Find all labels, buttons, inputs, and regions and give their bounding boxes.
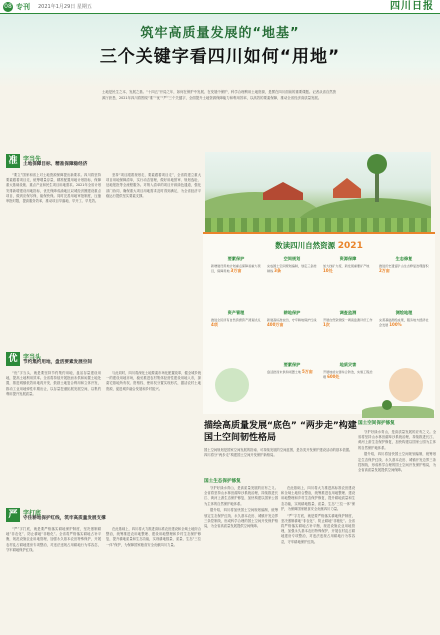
- stat-body: [211, 318, 261, 328]
- hill-shape: [362, 406, 434, 418]
- article-column: [106, 371, 201, 503]
- stat-value: 2万亩: [379, 267, 390, 273]
- lead-paragraph: 土地是民生之本、发展之基。“十四五”开局之年，如何在保护中发展、在发展中保护，科学合理利用土地资源，是摆在四川面前的重要课题。记者从省自然资源厅获悉，2021年四川将围绕“准”“优”“严”三个关键字，全面提升土地资源保障能力和利用效率，以高效的要素保障，推动全省经济高质量发展。: [102, 90, 337, 100]
- stat-value: 4项: [211, 321, 218, 327]
- section-tag: 专刊: [16, 3, 30, 11]
- paragraph: 守护好绿水青山，是高质量发展的应有之义。全省将坚持山水林田湖草沙系统治理，持续推进长江、黄河上游生态保护修复，加快构建以国家公园为主体的自然保护地体系。: [358, 430, 436, 450]
- issue-date: 2021年1月29日 星期五: [38, 4, 92, 10]
- main-headline: 三个关键字看四川如何“用地”: [99, 47, 341, 67]
- panel-title-text: 数读四川自然资源: [275, 241, 336, 250]
- stat-card: [209, 310, 263, 358]
- article-column: [106, 173, 201, 349]
- stat-body: [267, 318, 317, 328]
- stat-title: 空间规划: [283, 256, 301, 261]
- decorative-circle: [215, 368, 249, 402]
- sidebar-heading: 国土空间保护修复: [358, 421, 395, 426]
- panel-title-year: 2021: [337, 241, 363, 251]
- stat-text: 完成国土空间规划编制，划定三条控制线: [267, 264, 317, 273]
- section-title: 字当先: [23, 156, 42, 163]
- paragraph: “要立”国家和省上对土地资源保障提出新要求。四川将坚持要素跟着项目走，统筹增量存量，精准配置用地计划指标，保障重大基础设施、重点产业和民生项目用地需求。2021年全省计划安排新增建设用地指标，优先保障成渝地区双城经济圈建设重点项目，做到应保尽保、能保快保。同时完善用地审批制度，压缩审批时限，提高服务效率，推动项目早落地、早开工、早见效。: [6, 173, 101, 204]
- stat-card: [265, 256, 319, 304]
- paragraph: 在此基础上，四川将大力推进高标准农田建设和全域土地综合整治，统筹推进农用地整理、建设用地整理和乡村生态保护修复，提升耕地质量和生态功能，实现耕地数量、质量、生态“三位一体”保护，为保障国家粮食安全贡献四川力量。: [106, 527, 201, 547]
- section-badge: 准: [6, 154, 20, 168]
- section-head-zhun: [6, 154, 202, 170]
- stat-card: [265, 362, 319, 410]
- stat-title: 地质灾害: [339, 362, 357, 367]
- stat-text: 推进全民所有自然资源资产清查试点: [211, 318, 261, 322]
- stat-text: 新建高标准农田，守牢耕地保护红线: [267, 318, 317, 322]
- section-subtitle: 土地保障目标、精准保障稳经济: [23, 162, 88, 167]
- farmland-illustration: [205, 152, 431, 232]
- paragraph: “严”字打底，就是要严格落实耕地保护制度，坚决遏制耕地“非农化”、防止耕地“非粮化”。全省将严格落实耕地占补平衡，规范设施农业用地管理，加强永久基本农田特殊保护，开展农村乱占耕地建房专项整治，对违法违规占用耕地行为零容忍，守牢耕地保护红线。: [6, 527, 101, 552]
- story-headline: 描绘高质量发展“底色” “两步走”构建国土空间韧性格局: [204, 421, 357, 443]
- stat-text: 完善基础测绘成果，服务地方经济社会发展: [379, 318, 429, 327]
- article-column: [204, 486, 278, 631]
- tree-icon: [367, 154, 387, 174]
- farmhouse-icon: [333, 178, 361, 198]
- stat-card: [321, 310, 375, 358]
- stat-card: [321, 256, 375, 304]
- article-column: [106, 527, 201, 631]
- article-column: [6, 371, 101, 503]
- stat-title: 资源保障: [339, 256, 357, 261]
- stat-title: 资产管理: [227, 310, 245, 315]
- tree-icon: [382, 400, 392, 410]
- section-badge: 严: [6, 508, 20, 522]
- paragraph: “优”字当头，就是要坚持节约集约用地，盘活存量建设用地，提高土地利用效率。全省将持续开展批而未供和闲置土地处置，推进城镇低效用地再开发，鼓励土地复合利用和立体开发，推动工业用地弹性年期出让，以存量挖潜拓展发展空间，以集约利用提升发展质量。: [6, 371, 101, 396]
- stat-body: [379, 264, 429, 274]
- paragraph: 在此基础上，四川将大力推进高标准农田建设和全域土地综合整治，统筹推进农用地整理、建设用地整理和乡村生态保护修复，提升耕地质量和生态功能，实现耕地数量、质量、生态“三位一体”保护，为保障国家粮食安全贡献四川力量。: [281, 486, 355, 511]
- paragraph: 与此同时，四川将深化土地要素市场化配置改革，健全城乡统一的建设用地市场，稳妥推进农村集体经营性建设用地入市，探索宅基地所有权、资格权、使用权分置实现形式，激活农村土地资源，促进城乡融合发展和乡村振兴。: [106, 371, 201, 391]
- stat-card: [265, 310, 319, 358]
- page-number: 08: [4, 3, 12, 10]
- stat-text: 盘活批而未供和闲置土地: [267, 370, 302, 374]
- stat-body: [323, 370, 373, 380]
- stat-title: 耕地保护: [283, 310, 301, 315]
- stat-body: [379, 318, 429, 328]
- panel-title: [203, 240, 435, 251]
- article-column: [281, 486, 355, 631]
- section-title: 字当头: [23, 354, 42, 361]
- farmhouse-icon: [263, 182, 303, 200]
- stat-text: 新增建设用地计划重点保障省重大项目，保障用地: [211, 264, 261, 273]
- stat-value: 10处: [323, 267, 333, 273]
- paragraph: 据介绍，四川将加快国土空间规划编制，统筹划定生态保护红线、永久基本农田、城镇开发边界三条控制线，形成科学合理的国土空间开发保护格局，为全省高质量发展提供空间保障。: [358, 452, 436, 472]
- stat-title: 要素保护: [283, 362, 301, 367]
- stat-text: 推进历史遗留矿山生态修复治理面积: [379, 264, 429, 268]
- section-badge: 优: [6, 352, 20, 366]
- paragraph: 守护好绿水青山，是高质量发展的应有之义。全省将坚持山水林田湖草沙系统治理，持续推进长江、黄河上游生态保护修复，加快构建以国家公园为主体的自然保护地体系。: [204, 486, 278, 506]
- article-column: [6, 173, 101, 349]
- data-panel: [203, 232, 435, 414]
- stat-value: 5万亩: [302, 369, 313, 374]
- stat-body: [267, 264, 317, 274]
- section-head-yan: [6, 508, 202, 524]
- stat-body: [267, 370, 317, 375]
- stat-text: 加大找矿力度，新发现重要矿产地: [323, 264, 370, 268]
- article-column: [6, 527, 101, 631]
- stat-value: 600处: [327, 373, 340, 379]
- paragraph: 坚持“项目跟着规划走、要素跟着项目走”，全省将建立重大项目用地保障清单，实行动态管理，做好用地预审、规划选址、征地报批等全流程服务。对纳入清单的项目开辟绿色通道，强化部门协同，确保重大项目用地需求及时得到满足，为全省经济平稳运行提供坚实要素支撑。: [106, 173, 201, 198]
- stat-card: [377, 256, 431, 304]
- stat-body: [323, 264, 373, 274]
- section-head-you: [6, 352, 202, 368]
- stat-title: 要素保护: [227, 256, 245, 261]
- sidebar-column: [358, 430, 436, 631]
- stat-value: 3万亩: [230, 267, 242, 273]
- stat-card: [377, 310, 431, 358]
- section-subtitle: 守住耕地保护红线，筑牢高质量发展支撑: [23, 516, 106, 521]
- stat-body: [211, 264, 261, 274]
- stat-text: 开展自然资源统一调查监测评价工作: [323, 318, 373, 322]
- stat-body: [323, 318, 373, 328]
- stat-value: 100%: [389, 321, 402, 327]
- stat-value: 3条: [274, 267, 281, 273]
- section-subtitle: 节约集约用地，盘活要素发展空间: [23, 360, 92, 365]
- stat-value: 400万亩: [267, 321, 284, 327]
- stat-title: 生态修复: [395, 256, 413, 261]
- decorative-circle: [389, 368, 423, 402]
- section-title: 字打底: [23, 510, 42, 517]
- story-lead: 国土空间规划是国家空间发展的指南、可持续发展的空间蓝图，是各类开发保护建设活动的基本依据。四川将分“两步走”构建国土空间开发保护新格局。: [204, 448, 353, 457]
- paragraph: “严”字打底，就是要严格落实耕地保护制度，坚决遏制耕地“非农化”、防止耕地“非粮化”。全省将严格落实耕地占补平衡，规范设施农业用地管理，加强永久基本农田特殊保护，开展农村乱占耕地建房专项整治，对违法违规占用耕地行为零容忍，守牢耕地保护红线。: [281, 513, 355, 544]
- newspaper-logo: 四川日报: [390, 1, 434, 12]
- stat-value: 1次: [323, 321, 330, 327]
- headline-kicker: 筑牢高质量发展的“地基”: [140, 26, 300, 41]
- masthead: [0, 0, 440, 14]
- subhead-left: 国土生态保护修复: [204, 479, 241, 484]
- stat-title: 调查监测: [339, 310, 357, 315]
- landscape-illustration: [362, 398, 434, 418]
- stat-card: [209, 256, 263, 304]
- paragraph: 据介绍，四川将加快国土空间规划编制，统筹划定生态保护红线、永久基本农田、城镇开发边界三条控制线，形成科学合理的国土空间开发保护格局，为全省高质量发展提供空间保障。: [204, 508, 278, 528]
- field-rows: [205, 218, 431, 232]
- stat-title: 测绘地理: [395, 310, 413, 315]
- stat-text: 开展地质灾害综合防治，实施工程治理: [323, 370, 373, 379]
